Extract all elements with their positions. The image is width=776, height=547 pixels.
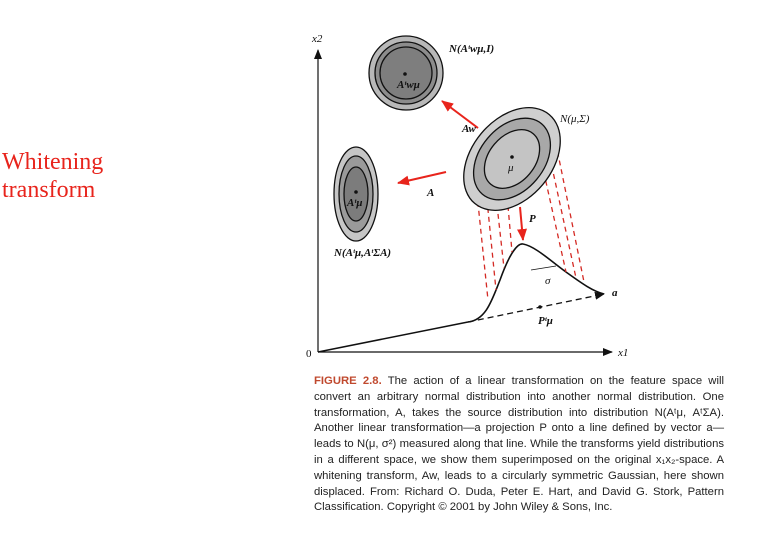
slide-title-line2: transform: [2, 177, 96, 203]
whitened-distribution: [369, 36, 443, 110]
caption-body: The action of a linear transformation on the feature space will convert an arbitrary normal distribution into another normal distribution. One transformation, A, takes the source distribution into distribution N(Aᵗμ, AᵗΣA). Another linear transformation—a projection P onto a line defined by vector a—leads to N(μ, σ²) measured along that line. While the transforms yield distributions in a different space, we show them superimposed on the original x₁x₂-space. A whitening transform, Aw, leads to a circularly symmetric Gaussian, here shown displaced. From: Richard O. Duda, Peter E. Hart, and David G. Stork, Pattern Classification. Copyright © 2001 by John Wiley & Sons, Inc.: [314, 375, 724, 514]
whitened-mean-label: Aᵗwμ: [397, 79, 420, 91]
x-axis-label: x1: [618, 347, 629, 359]
slide-title-line1: Whitening: [2, 149, 104, 175]
source-distribution: [444, 89, 580, 229]
projection-arrow: [520, 207, 523, 240]
figure-caption: [314, 374, 724, 516]
y-axis-label: x2: [312, 33, 323, 45]
transformed-mean-label: Aᵗμ: [347, 197, 363, 209]
projected-gaussian-curve: [468, 244, 604, 322]
vector-a-solid: [318, 322, 468, 352]
sigma-label: σ: [545, 275, 551, 287]
projected-mean-label: Pᵗμ: [538, 315, 553, 327]
sigma-marker: [531, 266, 556, 270]
transformed-distribution: [334, 147, 378, 241]
projection-arrow-label: P: [529, 213, 536, 225]
whitened-dist-label: N(Aᵗwμ,I): [449, 43, 495, 55]
vector-a-label: a: [612, 287, 618, 299]
whiten-arrow-label: Aw: [462, 123, 476, 135]
source-dist-label: N(μ,Σ): [560, 113, 590, 125]
transform-arrow-label: A: [427, 187, 435, 199]
transformed-dist-label: N(Aᵗμ,AᵗΣA): [334, 247, 392, 259]
transform-arrow: [398, 172, 446, 183]
projected-mean-dot: [538, 305, 542, 309]
source-mean-label: μ: [508, 162, 514, 174]
origin-label: 0: [306, 348, 312, 360]
caption-heading: FIGURE 2.8.: [314, 375, 382, 387]
